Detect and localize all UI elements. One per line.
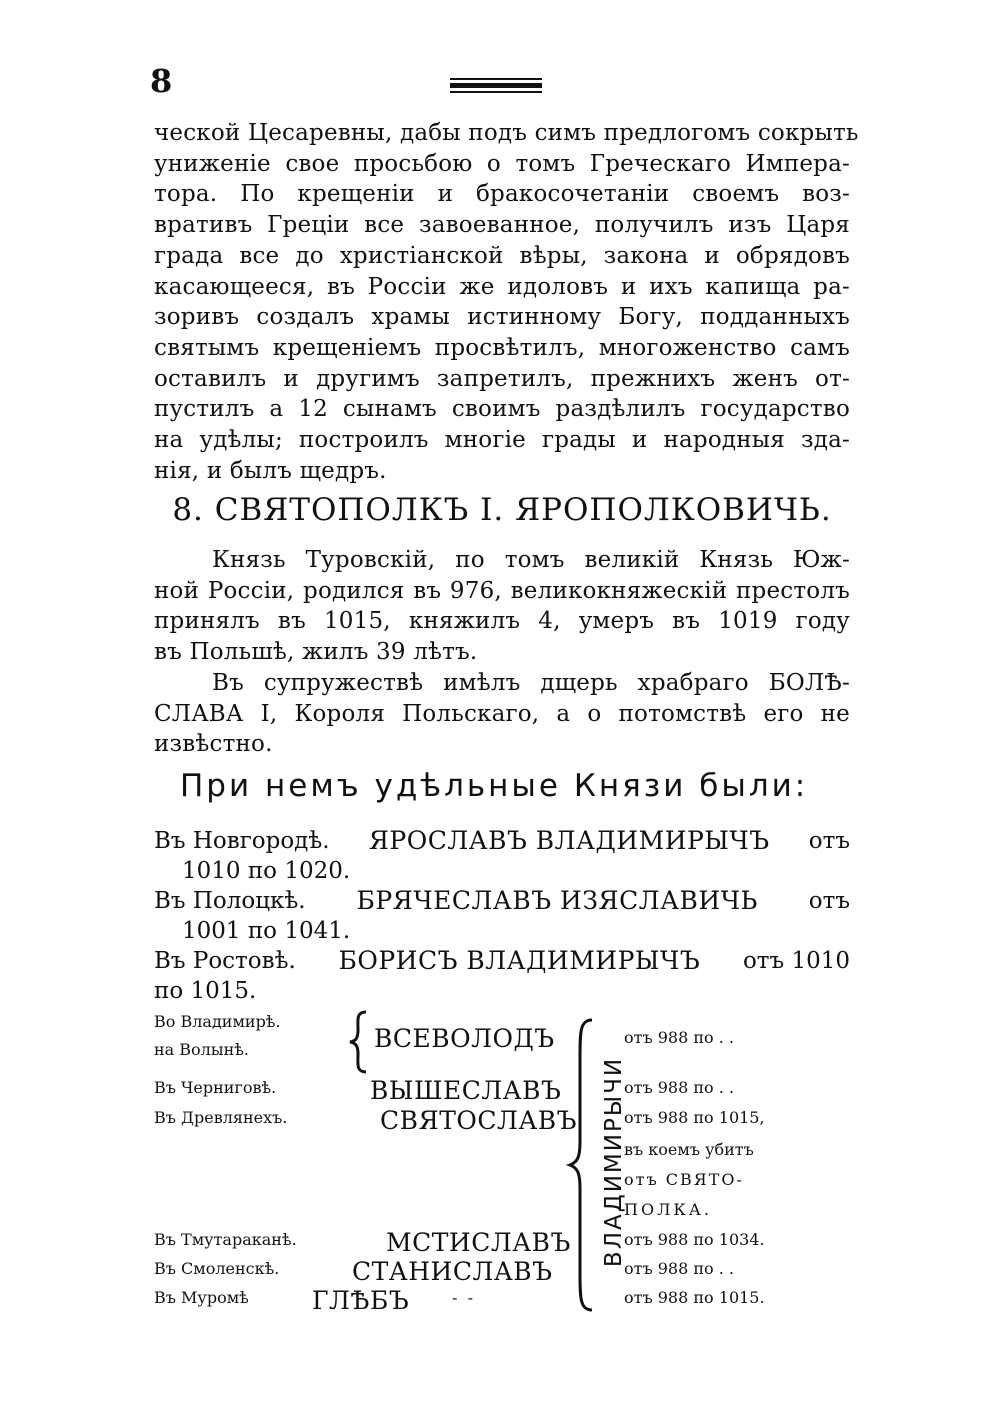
row-name: ВЫШЕСЛАВЪ [370,1076,562,1105]
entry-place: Въ Новгородѣ. [154,828,330,854]
text-line: нiя, и былъ щедръ. [154,457,387,484]
text-line: вративъ Грецiи все завоеванное, получилъ изъ Царя [154,212,850,239]
row-place: Въ Тмутараканѣ. [154,1230,297,1249]
row-name: ГЛѢБЪ [312,1286,410,1315]
row-place: Въ Муромѣ [154,1288,249,1307]
row-dashes: - - [452,1288,473,1307]
page-number: 8 [150,62,173,100]
row-note: ПОЛКА. [624,1200,713,1219]
entry-period: по 1015. [154,978,257,1004]
right-brace-icon [566,1018,596,1312]
text-line: Князь Туровскiй, по томъ великiй Князь Юж- [212,547,850,573]
text-line: Въ супружествѣ имѣлъ дщерь храбраго БОЛѢ- [212,670,850,696]
paragraph-continuation [154,118,859,486]
text-line: града все до христiанской вѣры, закона и обрядовъ [154,242,850,269]
entry-from: отъ [808,888,850,914]
row-place: на Волынѣ. [154,1040,249,1059]
row-place: Въ Черниговѣ. [154,1078,277,1097]
text-line: СЛАВА I, Короля Польскаго, а о потомствѣ его не [154,700,850,727]
text-line: зоривъ создалъ храмы истинному Богу, подданныхъ [154,304,850,331]
row-period: отъ 988 по . . [624,1028,735,1047]
entry-place: Въ Ростовѣ. [154,948,296,974]
row-place: Въ Древлянехъ. [154,1108,288,1127]
row-name: СТАНИСЛАВЪ [352,1257,553,1286]
text-line: въ Польшѣ, жилъ 39 лѣтъ. [154,639,478,666]
section-title: 8. СВЯТОПОЛКЪ I. ЯРОПОЛКОВИЧЬ. [172,492,832,528]
header-rule [450,78,542,80]
prince-entry [154,886,850,946]
entry-from: отъ 1010 [742,948,850,974]
paragraph-marriage [154,668,850,760]
row-period: отъ 988 по . . [624,1078,735,1097]
text-line: касающееся, въ Россiи же идоловъ и ихъ капища ра- [154,273,850,300]
text-line: ческой Цесаревны, дабы подъ симъ предлогомъ сокрыть [154,120,859,146]
left-brace-icon [346,1010,372,1074]
text-line: принялъ въ 1015, княжилъ 4, умеръ въ 1019 году [154,608,850,635]
row-period: отъ 988 по 1015, [624,1108,765,1127]
row-note: отъ СВЯТО- [624,1170,744,1189]
princes-heading: При немъ удѣльные Князи были: [180,768,809,804]
text-line: ной Россiи, родился въ 976, великокняжескiй престолъ [154,577,850,604]
page-header [150,62,850,102]
entry-from: отъ [808,828,850,854]
row-period: отъ 988 по 1015. [624,1288,765,1307]
entry-period: 1010 по 1020. [182,858,351,884]
header-rule [450,91,542,93]
text-line: оставилъ и другимъ запретилъ, прежнихъ женъ от- [154,365,850,392]
text-line: на удѣлы; построилъ многiе грады и народныя зда- [154,427,850,454]
group-label-vertical [596,1018,632,1306]
prince-entry [154,826,850,886]
text-line: извѣстно. [154,731,273,758]
group-label: ВЛАДИМИРЫЧИ [601,1056,628,1268]
entry-period: 1001 по 1041. [182,918,351,944]
header-rule [450,83,542,88]
text-line: униженiе свое просьбою о томъ Греческаго Импера- [154,150,850,177]
text-line: святымъ крещенiемъ просвѣтилъ, многоженство самъ [154,334,850,361]
entry-name: ЯРОСЛАВЪ ВЛАДИМИРЫЧЪ [368,826,770,855]
prince-entry [154,946,850,1006]
row-period: отъ 988 по 1034. [624,1230,765,1249]
text-line: пустилъ а 12 сынамъ своимъ раздѣлилъ государство [154,396,850,423]
row-place: Въ Смоленскѣ. [154,1259,280,1278]
text-line: тора. По крещенiи и бракосочетанiи своемъ воз- [154,181,850,208]
entry-name: БРЯЧЕСЛАВЪ ИЗЯСЛАВИЧЬ [356,886,758,915]
row-name: СВЯТОСЛАВЪ [380,1106,578,1135]
row-name: ВСЕВОЛОДЪ [374,1024,555,1053]
row-note: въ коемъ убитъ [624,1140,754,1159]
entry-place: Въ Полоцкѣ. [154,888,306,914]
row-period: отъ 988 по . . [624,1259,735,1278]
entry-name: БОРИСЪ ВЛАДИМИРЫЧЪ [338,946,701,975]
row-place: Во Владимирѣ. [154,1012,281,1031]
row-name: МСТИСЛАВЪ [386,1228,571,1257]
paragraph-biography [154,545,850,668]
